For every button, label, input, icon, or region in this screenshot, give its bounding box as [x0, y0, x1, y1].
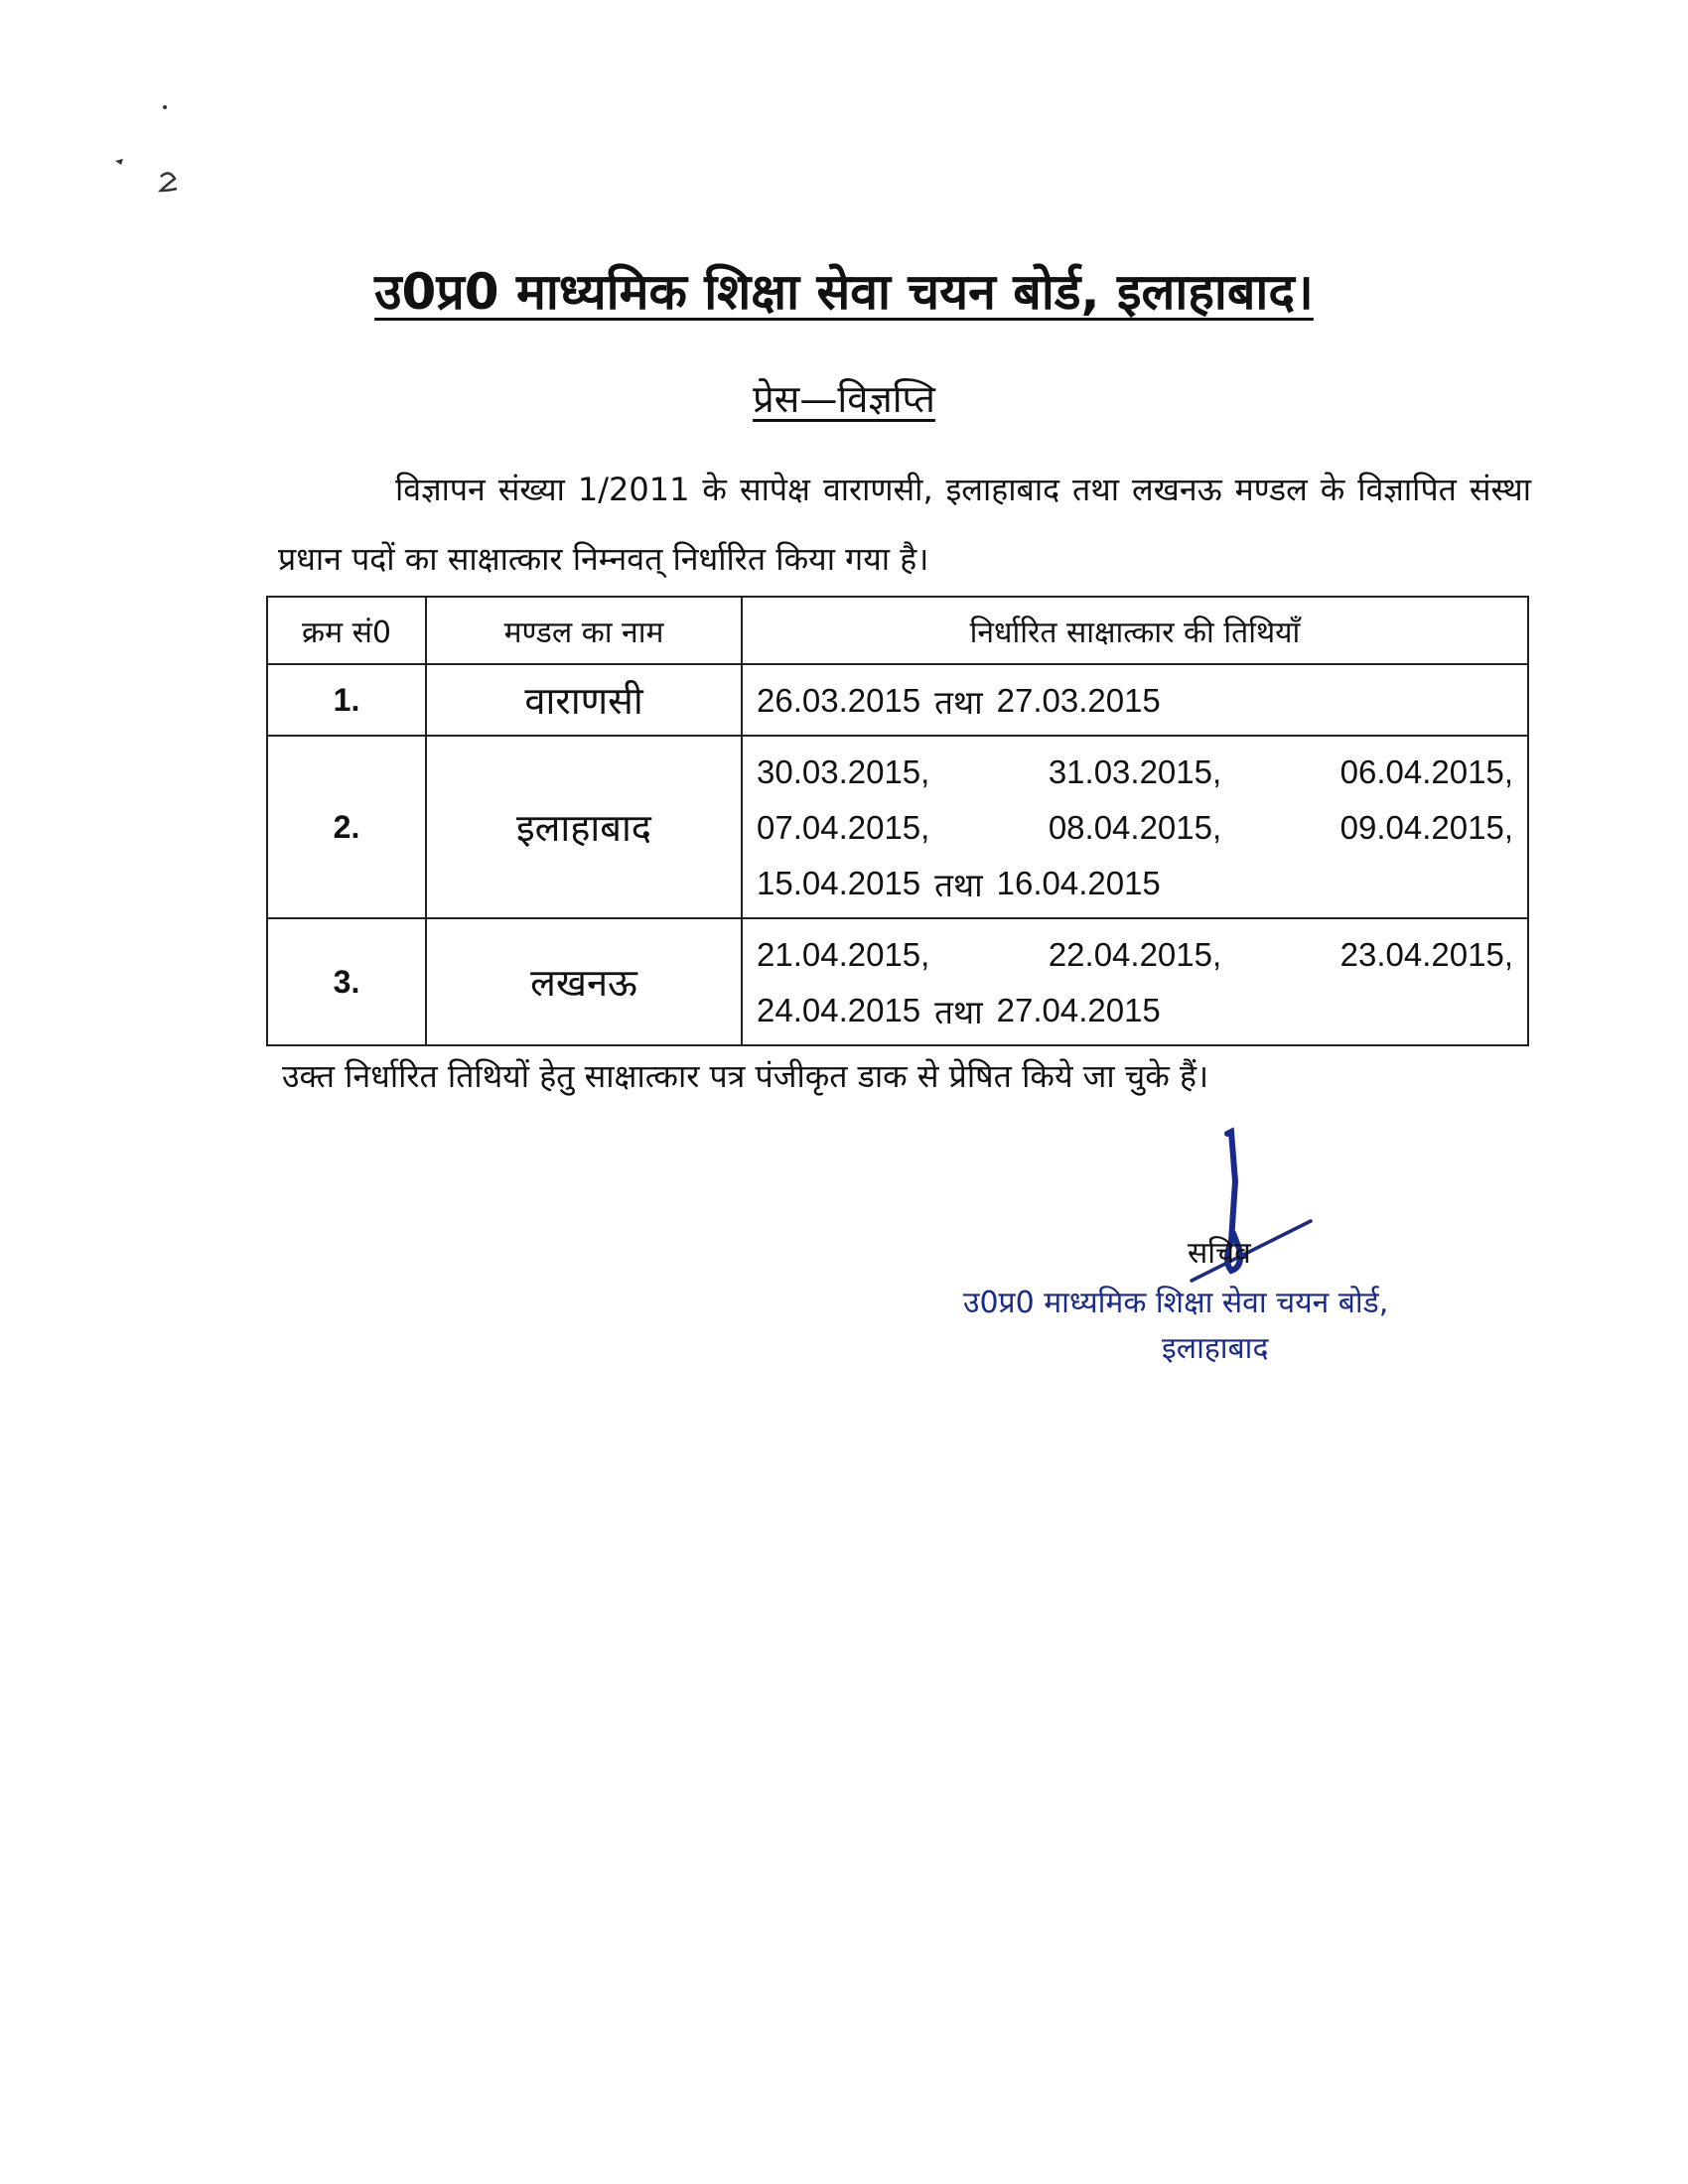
serial-number-cell: 3. — [267, 918, 426, 1045]
date-line-final — [757, 673, 1513, 729]
footer-note: उक्त निर्धारित तिथियों हेतु साक्षात्कार पत्र पंजीकृत डाक से प्रेषित किये जा चुके हैं। — [282, 1057, 1209, 1095]
interview-date: 09.04.2015, — [1339, 809, 1513, 846]
interview-date: 16.04.2015 — [996, 865, 1161, 901]
interview-date: 27.04.2015 — [996, 992, 1161, 1028]
conjunction-text: तथा — [934, 865, 983, 904]
interview-date: 06.04.2015, — [1339, 753, 1513, 790]
column-header-dates: निर्धारित साक्षात्कार की तिथियाँ — [742, 597, 1528, 664]
scan-speck — [109, 99, 199, 208]
interview-dates-cell — [742, 664, 1528, 736]
column-header-division: मण्डल का नाम — [426, 597, 742, 664]
interview-date: 15.04.2015 — [757, 865, 921, 901]
interview-date: 08.04.2015, — [1048, 809, 1222, 846]
division-name-cell: वाराणसी — [426, 664, 742, 736]
interview-date: 22.04.2015, — [1048, 936, 1222, 973]
page-title: उ0प्र0 माध्यमिक शिक्षा सेवा चयन बोर्ड, इलाहाबाद। — [374, 263, 1314, 321]
interview-date: 23.04.2015, — [1339, 936, 1513, 973]
interview-dates-cell — [742, 736, 1528, 918]
intro-paragraph: विज्ञापन संख्या 1/2011 के सापेक्ष वाराणसी, इलाहाबाद तथा लखनऊ मण्डल के विज्ञापित संस्था प्रधान पदों का साक्षात्कार निम्नवत् निर्धारित किया गया है। — [278, 471, 1531, 578]
serial-number-cell: 1. — [267, 664, 426, 736]
table-body — [267, 664, 1528, 1045]
interview-schedule-table — [266, 596, 1529, 1046]
place-text: इलाहाबाद — [1162, 1331, 1269, 1366]
table-row — [267, 918, 1528, 1045]
interview-dates-cell — [742, 918, 1528, 1045]
division-name-cell: इलाहाबाद — [426, 736, 742, 918]
serial-number-cell: 2. — [267, 736, 426, 918]
signatory-place — [1162, 1326, 1268, 1367]
interview-date: 26.03.2015 — [757, 682, 921, 719]
table-row — [267, 736, 1528, 918]
date-line — [757, 745, 1513, 800]
interview-date: 27.03.2015 — [996, 682, 1161, 719]
document-subtitle: प्रेस—विज्ञप्ति — [753, 377, 935, 421]
date-line-final — [757, 856, 1513, 911]
interview-date: 07.04.2015, — [757, 809, 930, 846]
interview-date: 21.04.2015, — [757, 936, 930, 973]
table-header-row — [267, 597, 1528, 664]
signatory-organization: उ0प्र0 माध्यमिक शिक्षा सेवा चयन बोर्ड, — [963, 1286, 1389, 1320]
conjunction-text: तथा — [934, 682, 983, 722]
column-header-serial: क्रम सं0 — [267, 597, 426, 664]
division-name-cell: लखनऊ — [426, 918, 742, 1045]
interview-date: 30.03.2015, — [757, 753, 930, 790]
conjunction-text: तथा — [934, 992, 983, 1031]
interview-date: 24.04.2015 — [757, 992, 921, 1028]
signatory-designation: सचिव — [1188, 1236, 1251, 1271]
date-line-final — [757, 983, 1513, 1038]
date-line — [757, 927, 1513, 983]
date-line — [757, 800, 1513, 856]
table-row — [267, 664, 1528, 736]
interview-date: 31.03.2015, — [1048, 753, 1222, 790]
